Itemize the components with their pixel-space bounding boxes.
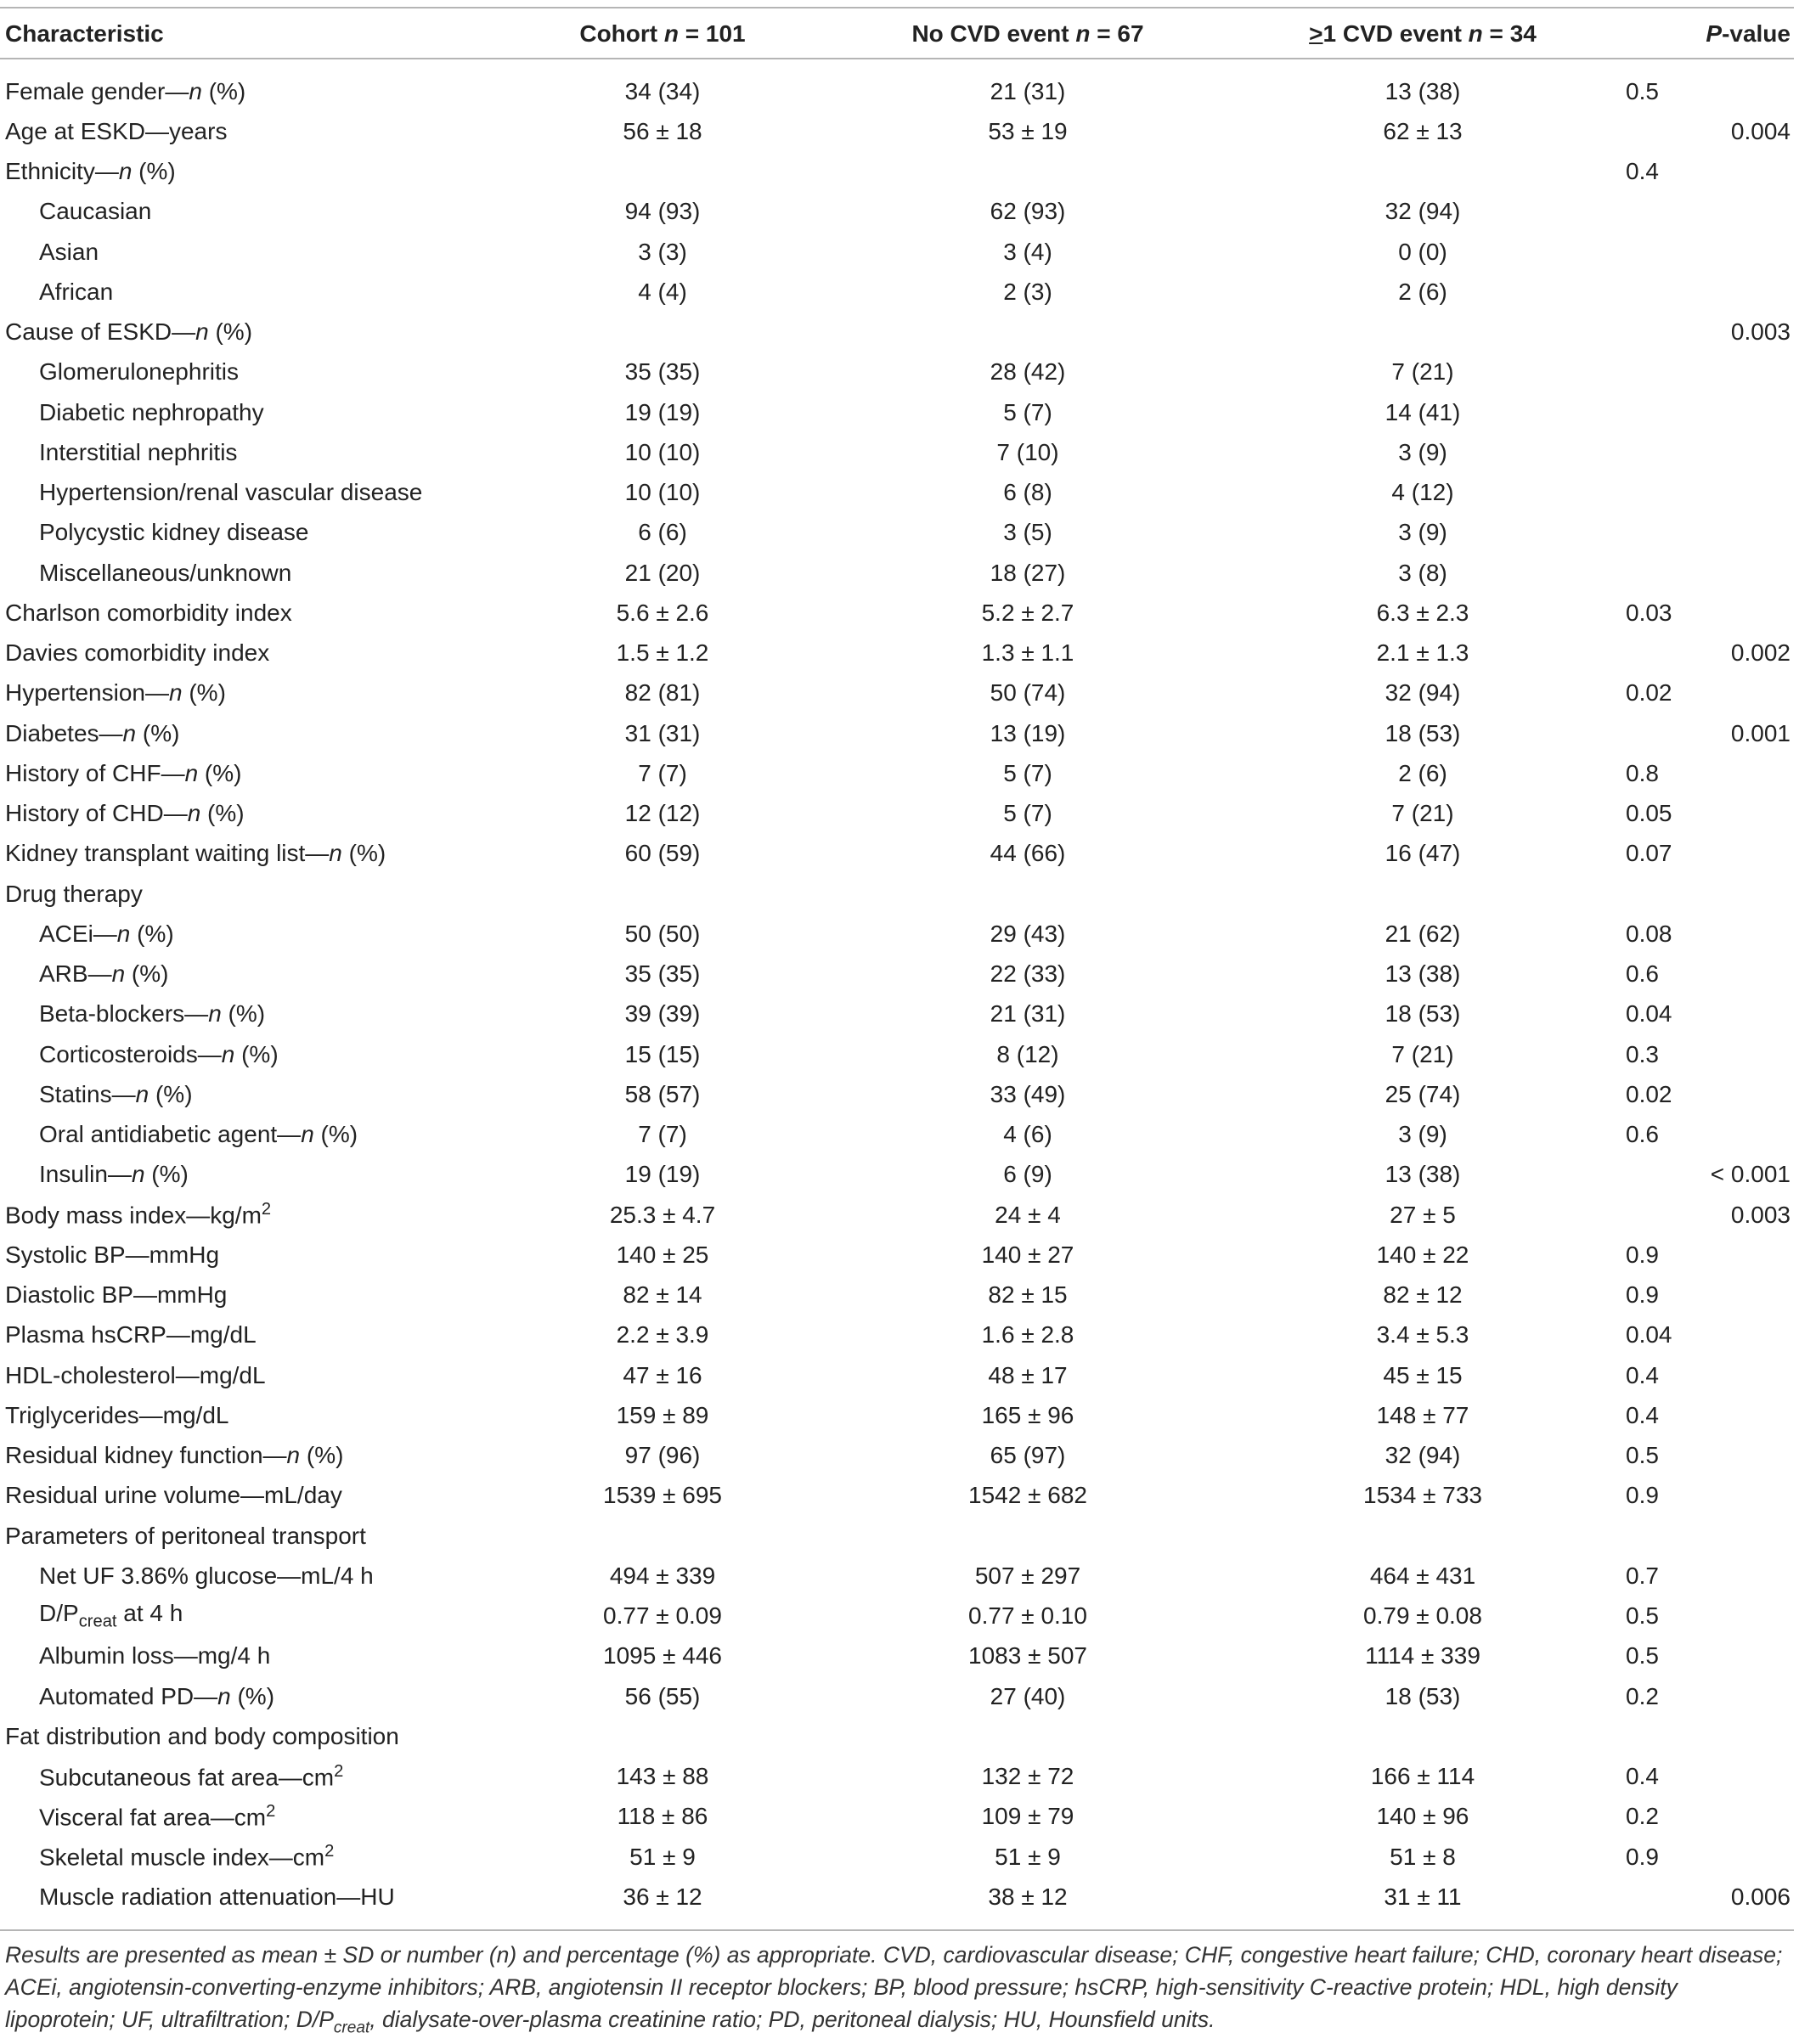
cell-cvd: 148 ± 77 — [1376, 1401, 1469, 1428]
cell-no-cvd: 5 (7) — [1003, 759, 1052, 786]
cell-cohort — [501, 1716, 824, 1756]
table-row — [0, 1034, 1794, 1074]
cell-cvd: 2 (6) — [1398, 278, 1447, 305]
row-label: History of CHD—n (%) — [5, 800, 245, 827]
cell-cohort — [501, 313, 824, 352]
cell-no-cvd — [824, 152, 1232, 192]
table-row — [0, 272, 1794, 312]
cell-no-cvd: 8 (12) — [996, 1040, 1059, 1067]
cell-p-value — [1614, 473, 1794, 513]
cell-cvd: 18 (53) — [1384, 1000, 1461, 1028]
cell-p-value — [1614, 192, 1794, 232]
cell-cohort: 56 (55) — [624, 1682, 701, 1709]
table-row — [0, 59, 1794, 111]
header-p-value: P-value — [1614, 10, 1794, 59]
cell-cohort: 7 (7) — [638, 1121, 687, 1148]
table-row — [0, 1757, 1794, 1797]
cell-cvd: 1534 ± 733 — [1363, 1482, 1482, 1509]
cell-cohort: 60 (59) — [624, 840, 701, 867]
cell-p-value: 0.2 — [1626, 1803, 1659, 1830]
row-label: Hypertension—n (%) — [5, 679, 226, 707]
table-row — [0, 1516, 1794, 1556]
cell-cvd: 6.3 ± 2.3 — [1376, 599, 1469, 626]
row-label: Charlson comorbidity index — [5, 599, 292, 626]
row-label: Plasma hsCRP—mg/dL — [5, 1321, 257, 1349]
cell-no-cvd: 507 ± 297 — [974, 1562, 1081, 1589]
table-row — [0, 1596, 1794, 1636]
cell-cvd: 4 (12) — [1391, 479, 1454, 506]
cell-p-value: 0.003 — [1730, 1201, 1791, 1228]
cell-p-value: 0.08 — [1626, 920, 1672, 947]
cell-cohort: 50 (50) — [624, 920, 701, 947]
cell-p-value: 0.6 — [1626, 960, 1659, 988]
cell-cohort: 3 (3) — [638, 238, 687, 265]
cell-cvd: 140 ± 96 — [1376, 1803, 1469, 1830]
table-row — [0, 874, 1794, 914]
table-row — [0, 954, 1794, 994]
cell-no-cvd: 21 (31) — [990, 77, 1066, 104]
row-label: Drug therapy — [5, 880, 143, 907]
cell-cohort: 47 ± 16 — [623, 1361, 702, 1388]
row-label: Skeletal muscle $index—cm^2$ — [39, 1842, 335, 1871]
cell-no-cvd: 33 (49) — [990, 1080, 1066, 1107]
cell-p-value: 0.2 — [1626, 1682, 1659, 1709]
cell-no-cvd: 6 (9) — [1003, 1161, 1052, 1188]
cell-no-cvd: 29 (43) — [990, 920, 1066, 947]
table-row — [0, 1315, 1794, 1355]
cell-cohort: 1539 ± 695 — [603, 1482, 722, 1509]
header-no-cvd: No CVD event n = 67 — [824, 10, 1232, 59]
cell-cvd: 7 (21) — [1391, 800, 1454, 827]
cell-cvd: 13 (38) — [1384, 77, 1461, 104]
table-row — [0, 1395, 1794, 1435]
cell-cohort: 6 (6) — [638, 519, 687, 546]
cell-no-cvd: 2 (3) — [1003, 278, 1052, 305]
cell-no-cvd — [824, 1516, 1232, 1556]
cell-cohort: 140 ± 25 — [616, 1241, 709, 1268]
cell-cohort: 19 (19) — [624, 398, 701, 425]
cell-cvd: 3 (9) — [1398, 1121, 1447, 1148]
cell-cohort: 31 (31) — [624, 719, 701, 746]
cell-p-value: 0.001 — [1730, 719, 1791, 746]
row-label: Systolic BP—mmHg — [5, 1241, 220, 1268]
cell-no-cvd: 6 (8) — [1003, 479, 1052, 506]
row-label: ARB—n (%) — [39, 960, 169, 988]
cell-p-value: 0.004 — [1730, 117, 1791, 144]
cell-cohort: 58 (57) — [624, 1080, 701, 1107]
cell-p-value: 0.05 — [1626, 800, 1672, 827]
cell-p-value: 0.4 — [1626, 158, 1659, 185]
row-label: Caucasian — [39, 198, 152, 225]
row-label: Miscellaneous/unknown — [39, 559, 292, 586]
cell-cvd: 3 (9) — [1398, 438, 1447, 465]
cell-p-value: 0.5 — [1626, 1442, 1659, 1469]
cell-cohort: 82 (81) — [624, 679, 701, 707]
cell-cohort: 35 (35) — [624, 960, 701, 988]
cell-cvd: 31 ± 11 — [1384, 1883, 1462, 1910]
row-label: Parameters of peritoneal transport — [5, 1522, 366, 1549]
cell-cohort: 34 (34) — [624, 77, 701, 104]
cell-cvd: 18 (53) — [1384, 719, 1461, 746]
table-row — [0, 313, 1794, 352]
table-row — [0, 392, 1794, 432]
cell-cvd: 3 (8) — [1398, 559, 1447, 586]
cell-cvd: 51 ± 8 — [1390, 1843, 1456, 1870]
table-row — [0, 473, 1794, 513]
cell-no-cvd: 5 (7) — [1003, 398, 1052, 425]
cell-cohort: 494 ± 339 — [609, 1562, 716, 1589]
table-row — [0, 1676, 1794, 1716]
row-label: Beta-blockers—n (%) — [39, 1000, 266, 1028]
table-row — [0, 994, 1794, 1034]
cell-cvd: 16 (47) — [1384, 840, 1461, 867]
row-label: Subcutaneous fat $area—cm^2$ — [39, 1761, 344, 1791]
row-label: Body mass $index—kg/m^2$ — [5, 1200, 272, 1229]
cell-cvd: 166 ± 114 — [1370, 1763, 1475, 1790]
row-label: History of CHF—n (%) — [5, 759, 242, 786]
cell-cohort: 82 ± 14 — [623, 1281, 702, 1309]
cell-p-value: 0.7 — [1626, 1562, 1659, 1589]
row-label: Fat distribution and body composition — [5, 1722, 399, 1749]
cell-cohort: 159 ± 89 — [616, 1401, 709, 1428]
cell-p-value — [1614, 1716, 1794, 1756]
cell-p-value: 0.002 — [1730, 639, 1791, 667]
cell-p-value: 0.9 — [1626, 1482, 1659, 1509]
table-row — [0, 713, 1794, 753]
row-label: Kidney transplant waiting list—n (%) — [5, 840, 386, 867]
cell-no-cvd: 165 ± 96 — [981, 1401, 1074, 1428]
cell-p-value: 0.9 — [1626, 1281, 1659, 1309]
cell-p-value: 0.4 — [1626, 1361, 1659, 1388]
cell-cvd: 27 ± 5 — [1390, 1201, 1456, 1228]
cell-cohort: 143 ± 88 — [616, 1763, 709, 1790]
cell-cvd — [1232, 1516, 1614, 1556]
cell-cohort: 1.5 ± 1.2 — [616, 639, 709, 667]
header-cohort: Cohort n = 101 — [501, 10, 824, 59]
table-row — [0, 1355, 1794, 1395]
cell-no-cvd: 28 (42) — [990, 358, 1066, 386]
table-row — [0, 432, 1794, 472]
header-row — [0, 10, 1794, 59]
cell-no-cvd: 48 ± 17 — [988, 1361, 1068, 1388]
cell-no-cvd: 51 ± 9 — [995, 1843, 1061, 1870]
row-label: Diabetic nephropathy — [39, 398, 264, 425]
cell-p-value — [1614, 1516, 1794, 1556]
cell-no-cvd: 65 (97) — [990, 1442, 1066, 1469]
cell-cohort: 2.2 ± 3.9 — [616, 1321, 709, 1349]
cell-p-value: 0.3 — [1626, 1040, 1659, 1067]
cell-no-cvd: 5 (7) — [1003, 800, 1052, 827]
cell-no-cvd: 21 (31) — [990, 1000, 1066, 1028]
cell-no-cvd: 1542 ± 682 — [968, 1482, 1087, 1509]
row-label: African — [39, 278, 114, 305]
cell-cvd: 25 (74) — [1384, 1080, 1461, 1107]
table-row — [0, 1476, 1794, 1516]
cell-no-cvd: 3 (5) — [1003, 519, 1052, 546]
cell-no-cvd: 1083 ± 507 — [968, 1642, 1087, 1670]
cell-no-cvd: 4 (6) — [1003, 1121, 1052, 1148]
table-row — [0, 1877, 1794, 1917]
cell-no-cvd: 82 ± 15 — [988, 1281, 1068, 1309]
cell-no-cvd: 13 (19) — [990, 719, 1066, 746]
cell-cvd: 14 (41) — [1384, 398, 1461, 425]
row-label: Visceral fat $area—cm^2$ — [39, 1802, 276, 1831]
cell-p-value — [1614, 272, 1794, 312]
table-row — [0, 352, 1794, 392]
cell-no-cvd: 109 ± 79 — [981, 1803, 1074, 1830]
cell-cohort: 10 (10) — [624, 438, 701, 465]
table-row — [0, 633, 1794, 673]
cell-cvd — [1232, 1716, 1614, 1756]
header-cvd: >1 CVD event n = 34 — [1232, 10, 1614, 59]
cell-cohort: 94 (93) — [624, 198, 701, 225]
table-row — [0, 1275, 1794, 1315]
table-row — [0, 1837, 1794, 1877]
table-row — [0, 1074, 1794, 1114]
table-row — [0, 1797, 1794, 1837]
cell-p-value: 0.5 — [1626, 1602, 1659, 1630]
row-label: Glomerulonephritis — [39, 358, 239, 386]
row-label: Automated PD—n (%) — [39, 1682, 275, 1709]
cell-no-cvd — [824, 1716, 1232, 1756]
row-label: $D/P_{creat}$ at 4 h — [39, 1600, 183, 1631]
row-label: Residual urine volume—mL/day — [5, 1482, 342, 1509]
cell-cvd: 464 ± 431 — [1369, 1562, 1476, 1589]
table-row — [0, 1636, 1794, 1676]
cell-p-value: 0.03 — [1626, 599, 1672, 626]
cell-p-value: 0.04 — [1626, 1000, 1672, 1028]
cell-cohort: 56 ± 18 — [623, 117, 702, 144]
cell-cvd: 32 (94) — [1384, 198, 1461, 225]
cell-p-value: 0.5 — [1626, 1642, 1659, 1670]
cell-p-value: 0.4 — [1626, 1401, 1659, 1428]
table-row — [0, 192, 1794, 232]
cell-cohort: 1095 ± 446 — [603, 1642, 722, 1670]
row-label: Davies comorbidity index — [5, 639, 270, 667]
cell-cvd: 7 (21) — [1391, 1040, 1454, 1067]
cell-cohort: 25.3 ± 4.7 — [609, 1201, 716, 1228]
table-row — [0, 1195, 1794, 1235]
cell-no-cvd: 50 (74) — [990, 679, 1066, 707]
cell-p-value: 0.8 — [1626, 759, 1659, 786]
cell-cvd: 2 (6) — [1398, 759, 1447, 786]
cell-p-value: < 0.001 — [1710, 1161, 1791, 1188]
cell-cvd: 140 ± 22 — [1376, 1241, 1469, 1268]
row-label: Hypertension/renal vascular disease — [39, 479, 423, 506]
cell-cvd — [1232, 152, 1614, 192]
cell-cvd — [1232, 874, 1614, 914]
cell-cvd: 3 (9) — [1398, 519, 1447, 546]
cell-cohort: 51 ± 9 — [629, 1843, 696, 1870]
cell-no-cvd: 38 ± 12 — [988, 1883, 1068, 1910]
table-row — [0, 1155, 1794, 1195]
cell-cvd: 13 (38) — [1384, 1161, 1461, 1188]
cell-p-value — [1614, 513, 1794, 553]
cell-p-value — [1614, 232, 1794, 272]
row-label: Albumin loss—mg/4 h — [39, 1642, 271, 1670]
cell-cvd: 0.79 ± 0.08 — [1363, 1602, 1482, 1630]
cell-no-cvd: 0.77 ± 0.10 — [968, 1602, 1087, 1630]
table-row — [0, 834, 1794, 874]
cell-cvd: 45 ± 15 — [1383, 1361, 1463, 1388]
cell-cohort: 7 (7) — [638, 759, 687, 786]
row-label: Interstitial nephritis — [39, 438, 238, 465]
cell-p-value — [1614, 432, 1794, 472]
cell-p-value: 0.003 — [1730, 318, 1791, 346]
cell-no-cvd: 44 (66) — [990, 840, 1066, 867]
cell-p-value: 0.02 — [1626, 679, 1672, 707]
cell-cohort: 4 (4) — [638, 278, 687, 305]
cell-p-value: 0.006 — [1730, 1883, 1791, 1910]
table-row — [0, 673, 1794, 713]
table-row — [0, 914, 1794, 954]
table-row — [0, 1115, 1794, 1155]
cell-cvd: 0 (0) — [1398, 238, 1447, 265]
cell-cvd: 1114 ± 339 — [1365, 1642, 1480, 1670]
cell-cohort: 39 (39) — [624, 1000, 701, 1028]
cell-no-cvd: 5.2 ± 2.7 — [981, 599, 1074, 626]
cell-no-cvd: 27 (40) — [990, 1682, 1066, 1709]
table-footnote: Results are presented as mean ± SD or number (n) and percentage (%) as appropriate. CVD, cardiovascular disease; CHF, congestive heart failure; CHD, coronary heart disease; ACEi, angiotensin-converting-enzyme inhibitors; ARB, angiotensin II receptor blockers; BP, blood pressure; hsCRP, high-sensitivity C-reactive protein; HDL, high density lipoprotein; UF, ultrafiltration; $D/P_{creat}$, dialysate-over-plasma creatinine ratio; PD, peritoneal dialysis; HU, Hounsfield units. — [5, 1942, 1783, 2037]
cell-no-cvd — [824, 874, 1232, 914]
cell-cvd: 3.4 ± 5.3 — [1376, 1321, 1469, 1349]
cell-no-cvd — [824, 313, 1232, 352]
cell-cvd: 32 (94) — [1384, 679, 1461, 707]
cell-cohort: 12 (12) — [624, 800, 701, 827]
cell-cvd: 13 (38) — [1384, 960, 1461, 988]
row-label: Polycystic kidney disease — [39, 519, 309, 546]
row-label: HDL-cholesterol—mg/dL — [5, 1361, 266, 1388]
cell-p-value — [1614, 553, 1794, 593]
table-row — [0, 513, 1794, 553]
row-label: Triglycerides—mg/dL — [5, 1401, 229, 1428]
cell-cohort: 19 (19) — [624, 1161, 701, 1188]
row-label: Muscle radiation attenuation—HU — [39, 1883, 395, 1910]
cell-cohort — [501, 1516, 824, 1556]
cell-no-cvd: 1.6 ± 2.8 — [981, 1321, 1074, 1349]
cell-p-value — [1614, 392, 1794, 432]
cell-cvd: 82 ± 12 — [1383, 1281, 1463, 1309]
cell-no-cvd: 18 (27) — [990, 559, 1066, 586]
table-row — [0, 593, 1794, 633]
row-label: Age at ESKD—years — [5, 117, 228, 144]
table-row — [0, 794, 1794, 834]
row-label: Cause of ESKD—n (%) — [5, 318, 253, 346]
cell-p-value: 0.9 — [1626, 1241, 1659, 1268]
cell-p-value: 0.02 — [1626, 1080, 1672, 1107]
table-row — [0, 1556, 1794, 1596]
bottom-rule — [0, 1929, 1794, 1931]
cell-p-value: 0.6 — [1626, 1121, 1659, 1148]
cell-cvd: 7 (21) — [1391, 358, 1454, 386]
cell-no-cvd: 140 ± 27 — [981, 1241, 1074, 1268]
row-label: Diastolic BP—mmHg — [5, 1281, 228, 1309]
cell-cvd: 2.1 ± 1.3 — [1376, 639, 1469, 667]
row-label: Corticosteroids—n (%) — [39, 1040, 279, 1067]
cell-no-cvd: 62 (93) — [990, 198, 1066, 225]
cell-cohort: 36 ± 12 — [623, 1883, 702, 1910]
cell-p-value: 0.04 — [1626, 1321, 1672, 1349]
cell-p-value — [1614, 874, 1794, 914]
cell-cohort: 21 (20) — [624, 559, 701, 586]
cell-cohort: 10 (10) — [624, 479, 701, 506]
cell-cvd: 21 (62) — [1384, 920, 1461, 947]
cell-no-cvd: 132 ± 72 — [981, 1763, 1074, 1790]
characteristics-table — [0, 10, 1794, 1917]
table-row — [0, 753, 1794, 793]
row-label: Insulin—n (%) — [39, 1161, 189, 1188]
cell-cohort: 5.6 ± 2.6 — [616, 599, 709, 626]
cell-p-value — [1614, 352, 1794, 392]
row-label: Diabetes—n (%) — [5, 719, 180, 746]
table-row — [0, 111, 1794, 151]
row-label: Oral antidiabetic agent—n (%) — [39, 1121, 358, 1148]
table-row — [0, 553, 1794, 593]
cell-cohort: 97 (96) — [624, 1442, 701, 1469]
row-label: Statins—n (%) — [39, 1080, 193, 1107]
cell-cvd: 32 (94) — [1384, 1442, 1461, 1469]
cell-cohort: 15 (15) — [624, 1040, 701, 1067]
cell-cohort — [501, 874, 824, 914]
row-label: Residual kidney function—n (%) — [5, 1442, 344, 1469]
cell-p-value: 0.4 — [1626, 1763, 1659, 1790]
cell-no-cvd: 3 (4) — [1003, 238, 1052, 265]
row-label: ACEi—n (%) — [39, 920, 174, 947]
cell-no-cvd: 7 (10) — [996, 438, 1059, 465]
cell-cvd: 62 ± 13 — [1383, 117, 1463, 144]
row-label: Ethnicity—n (%) — [5, 158, 176, 185]
table-row — [0, 1235, 1794, 1275]
cell-p-value: 0.07 — [1626, 840, 1672, 867]
row-label: Asian — [39, 238, 99, 265]
cell-p-value: 0.5 — [1626, 77, 1659, 104]
top-rule — [0, 7, 1794, 8]
cell-cohort — [501, 152, 824, 192]
row-label: Female gender—n (%) — [5, 77, 246, 104]
cell-cvd: 18 (53) — [1384, 1682, 1461, 1709]
header-characteristic: Characteristic — [0, 10, 501, 59]
cell-no-cvd: 1.3 ± 1.1 — [981, 639, 1074, 667]
cell-no-cvd: 53 ± 19 — [988, 117, 1068, 144]
table-row — [0, 152, 1794, 192]
cell-cohort: 118 ± 86 — [617, 1803, 708, 1830]
table-row — [0, 1716, 1794, 1756]
cell-no-cvd: 22 (33) — [990, 960, 1066, 988]
cell-cohort: 0.77 ± 0.09 — [603, 1602, 722, 1630]
table-row — [0, 232, 1794, 272]
table-row — [0, 1436, 1794, 1476]
row-label: Net UF 3.86% glucose—mL/4 h — [39, 1562, 374, 1589]
cell-cvd — [1232, 313, 1614, 352]
cell-no-cvd: 24 ± 4 — [995, 1201, 1061, 1228]
cell-cohort: 35 (35) — [624, 358, 701, 386]
cell-p-value: 0.9 — [1626, 1843, 1659, 1870]
